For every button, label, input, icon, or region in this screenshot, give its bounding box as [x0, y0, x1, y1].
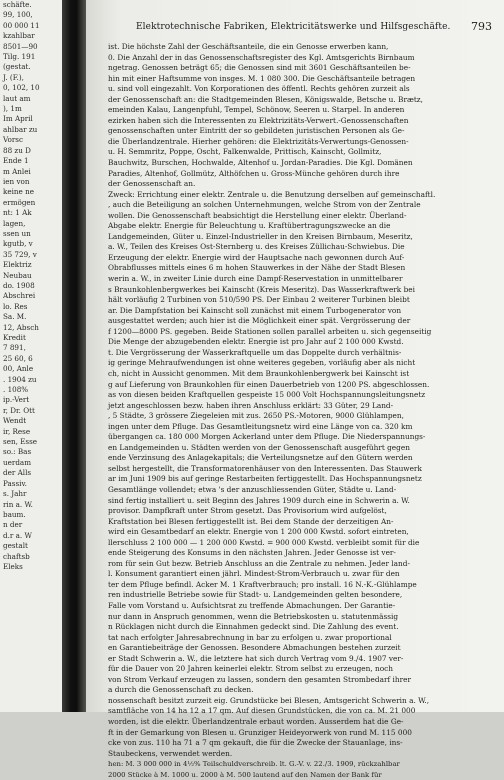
text-line: Obrabflusses mittels eines 6 m hohen Stauwerkes in der Nähe der Stadt Blesen [108, 263, 406, 273]
left-page-fragment [0, 0, 62, 712]
left-page-line: Tilg. 191 [3, 52, 36, 62]
left-page-line: Sa. M. [3, 312, 27, 322]
left-page-line: ir, Rese [3, 426, 31, 436]
text-line: Erzeugung der elektr. Energie wird der Hauptsache nach gewonnen durch Auf- [108, 252, 405, 262]
body-text [108, 42, 492, 780]
left-page-line: n der [3, 520, 23, 530]
left-page-line: nt: 1 Ak [3, 208, 32, 218]
text-line: wollen. Die Genossenschaft beabsichtigt die Herstellung einer elektr. Überland- [108, 210, 407, 220]
left-page-line: d.r a. W [3, 530, 32, 540]
left-page-line: Passiv. [3, 478, 27, 488]
text-line: a durch die Genossenschaft zu decken. [108, 685, 254, 695]
left-page-line: Im April [3, 114, 33, 124]
text-line: t. Die Vergrösserung der Wasserkraftquelle um das Doppelte durch verhältnis- [108, 347, 402, 357]
left-page-line: lagen, [3, 218, 26, 228]
text-line: , 5 Städte, 3 grössere Ziegeleien mit zus. 2650 PS.-Motoren, 9000 Glühlampen, [108, 411, 404, 421]
text-line: er Stadt Schwerin a. W., die letztere hat sich durch Vertrag vom 9./4. 1907 ver- [108, 653, 404, 663]
text-line: n Rücklagen nicht durch die Einnahmen gedeckt sind. Die Zahlung des event. [108, 622, 399, 632]
text-line: ende Steigerung des Konsums in den nächsten Jahren. Jeder Genosse ist ver- [108, 548, 396, 558]
left-page-line: 99, 100, [3, 10, 33, 20]
text-line: ezirken haben sich die Interessenten zu Elektrizitäts-Verwert.-Genossenschaften [108, 115, 409, 125]
left-page-line: so.: Bas [3, 447, 32, 457]
text-line: ter dem Pfluge befindl. Acker M. 1 Kraftverbrauch; pro install. 16 N.-K.-Glühlampe [108, 579, 417, 589]
text-line: samtfläche von 14 ha 12 a 17 qm. Auf diesen Grundstücken, die von ca. M. 21 000 [108, 706, 416, 716]
left-page-line: kgutb, v [3, 239, 33, 249]
text-line: llerschluss 2 100 000 — 1 200 000 Kwstd. = 900 000 Kwstd. verbleibt somit für die [108, 537, 420, 547]
text-line: Staubeckens, verwendet werden. [108, 748, 233, 758]
left-page-line: Elektriz [3, 260, 32, 270]
left-page-line: do. 1908 [3, 280, 35, 290]
text-line: cke von zus. 110 ha 71 a 7 qm gekauft, die für die Zwecke der Stauanlage, ins- [108, 738, 403, 748]
text-line: hen: M. 3 000 000 in 4½% Teilschuldverschreib. lt. G.-V. v. 22./3. 1909, rückzahlbar [108, 760, 400, 769]
text-line: Kraftstation bei Blesen fertiggestellt ist. Bei dem Stande der derzeitigen An- [108, 516, 394, 526]
text-line: ch, nicht in Aussicht genommen. Mit dem Braunkohlenbergwerk bei Kainscht ist [108, 368, 410, 378]
left-page-line: s. Jahr [3, 489, 27, 499]
left-page-line: 00 000 11 [3, 20, 40, 30]
left-page-line: Neubau [3, 270, 32, 280]
text-line: werin a. W., in zweiter Linie durch eine Dampf-Reservestation in unmittelbarer [108, 274, 403, 284]
left-page-line: sen, Esse [3, 437, 38, 447]
left-page-line: ssen un [3, 228, 31, 238]
text-line: a. W., Teilen des Kreises Ost-Sternberg u. des Kreises Züllichau-Schwiebus. Die [108, 242, 405, 252]
page-number: 793 [471, 20, 492, 33]
text-line: hin mit einer Haftsumme von insges. M. 1 080 300. Die Geschäftsanteile betragen [108, 73, 416, 83]
left-page-line: 0, 102, 10 [3, 83, 40, 93]
text-line: selbst hergestellt, die Transformatorenhäuser von den Interessenten. Das Stauwerk [108, 463, 422, 473]
left-page-line: 00, Anle [3, 364, 34, 374]
text-line: der Genossenschaft an. [108, 179, 196, 189]
text-line: hält vorläufig 2 Turbinen von 510/590 PS. Der Einbau 2 weiterer Turbinen bleibt [108, 295, 410, 305]
text-line: ngetrag. Genossen beträgt 65; die Genossen sind mit 3601 Geschäftsanteilen be- [108, 63, 411, 73]
text-line: Landgemeinden, Güter u. Einzel-Industrieller in den Kreisen Birnbaum, Meseritz, [108, 231, 413, 241]
left-page-line: rin a. W. [3, 499, 33, 509]
left-page-line: ahlbar zu [3, 124, 38, 134]
text-line: übergangen ca. 180 000 Morgen Ackerland unter dem Pfluge. Die Niederspannungs- [108, 432, 426, 442]
left-page-line: uerdam [3, 457, 32, 467]
left-page-line: ien von [3, 176, 30, 186]
left-page-line: Ende 1 [3, 156, 29, 166]
text-line: provisor. Dampfkraft unter Strom gesetzt. Das Provisorium wird aufgelöst, [108, 506, 387, 516]
text-line: Bauchwitz, Burschen, Hochwalde, Altenhof u. Jordan-Paradies. Die Kgl. Domänen [108, 158, 413, 168]
left-page-line: 8501—90 [3, 41, 38, 51]
book-gutter [62, 0, 86, 712]
left-page-line: Kredit [3, 333, 26, 342]
left-page-line: der Alls [3, 468, 32, 478]
text-line: tat nach erfolgter Jahresabrechnung in bar zu erfolgen u. zwar proportional [108, 632, 392, 642]
text-line: Paradies, Altenhof, Gollmütz, Althöfchen u. Gross-Münche gehören durch ihre [108, 168, 400, 178]
left-page-line: . 1904 zu [3, 374, 37, 384]
text-line: emeinden Kalau, Langenpfuhl, Tempel, Schönow, Seeren u. Starpel. In anderen [108, 105, 405, 115]
text-line: wird ein Gesamtbedarf an elektr. Energie von 1 200 000 Kwstd. sofort eintreten, [108, 527, 409, 537]
left-page-line: baum. [3, 509, 26, 519]
left-page-line: gestalt [3, 541, 28, 551]
left-page-line: lo. Res [3, 301, 28, 311]
text-line: en Garantiebeiträge der Genossen. Besondere Abmachungen bestehen zurzeit [108, 643, 401, 653]
left-page-line: r, Dr. Ott [3, 405, 35, 415]
left-page-line: ermögen [3, 197, 36, 207]
left-page-line: Abschrei [3, 291, 36, 301]
text-line: l. Konsument garantiert einen jährl. Mindest-Strom-Verbrauch u. zwar für den [108, 569, 400, 579]
text-line: g auf Lieferung von Braunkohlen für einen Dauerbetrieb von 1200 PS. abgeschlossen. [108, 379, 430, 389]
text-line: as von diesen beiden Kraftquellen gespeiste 15 000 Volt Hochspannungsleitungsnetz [108, 390, 426, 400]
left-page-line: schäfte. [3, 0, 32, 9]
text-line: s Braunkohlenbergwerkes bei Kainscht (Kreis Meseritz). Das Wasserkraftwerk bei [108, 284, 415, 294]
left-page-line: J. (F.), [3, 72, 24, 82]
left-page-line: keine ne [3, 187, 34, 197]
left-page-line: Wendt [3, 416, 27, 426]
running-header [136, 20, 492, 34]
text-line: nossenschaft besitzt zurzeit eig. Grundstücke bei Blesen, Amtsgericht Schwerin a. W., [108, 695, 430, 705]
text-line: genossenschaften unter Eintritt der so gebildeten juristischen Personen als Ge- [108, 126, 405, 136]
text-line: rom für sein Gut bezw. Betrieb Anschluss an die Zentrale zu nehmen. Jeder land- [108, 558, 410, 568]
text-line: ingen unter dem Pfluge. Das Gesamtleitungsnetz wird eine Länge von ca. 320 km [108, 421, 413, 431]
left-page-line: Eleks [3, 561, 23, 571]
left-page-line: kzahlbar [3, 31, 35, 41]
left-page-line: chaftsb [3, 551, 30, 561]
text-line: Die Menge der abzugebenden elektr. Energie ist pro Jahr auf 2 100 000 Kwstd. [108, 337, 404, 347]
left-page-line: 35 729, v [3, 249, 37, 259]
left-page-line: (gestat. [3, 62, 31, 72]
text-line: ausgestattet werden; auch hier ist die Möglichkeit einer spät. Vergrösserung der [108, 316, 411, 326]
text-line: sind fertig installiert u. seit Beginn des Jahres 1909 durch eine in Schwerin a. W. [108, 495, 410, 505]
text-line: der Genossenschaft an: die Stadtgemeinden Blesen, Königswalde, Betsche u. Brætz, [108, 94, 424, 104]
text-line: für die Dauer von 20 Jahren keinerlei elektr. Strom selbst zu erzeugen, noch [108, 664, 394, 674]
text-line: f 1200—8000 PS. gegeben. Beide Stationen sollen parallel arbeiten u. sich gegenseitig [108, 326, 432, 336]
left-page-line: m Anlei [3, 166, 31, 176]
text-line: 0. Die Anzahl der in das Genossenschaftsregister des Kgl. Amtsgerichts Birnbaum [108, 52, 415, 62]
text-line: die Überlandzentrale. Hierher gehören: die Elektrizitäts-Verwertungs-Genossen- [108, 136, 409, 146]
text-line: jetzt angeschlossen bezw. haben ihren Anschluss erklärt: 33 Güter, 29 Land- [108, 400, 394, 410]
right-page [86, 0, 504, 779]
text-line: , auch die Beteiligung an solchen Unternehmungen, welche Strom von der Zentrale [108, 200, 421, 210]
text-line: nur dann in Anspruch genommen, wenn die Betriebskosten u. statutenmässig [108, 611, 399, 621]
text-line: u. sind voll eingezahlt. Von Korporationen des öffentl. Rechts gehören zurzeit als [108, 84, 410, 94]
text-line: ren industrielle Betriebe sowie für Stadt- u. Landgemeinden gelten besondere, [108, 590, 403, 600]
text-line: Abgabe elektr. Energie für Beleuchtung u. Kraftübertragungszwecke an die [108, 221, 391, 231]
text-line: en Landgemeinden u. Städten werden von der Genossenschaft ausgeführt gegen [108, 442, 410, 452]
left-page-line: laut am [3, 93, 31, 103]
left-page-line: . 108% [3, 385, 29, 395]
text-line: u. H. Semmritz, Poppe, Oscht, Falkenwalde, Prittisch, Kainscht, Gollmitz, [108, 147, 382, 157]
text-line: Gesamtlänge vollendet; etwa 's der anzuschliessenden Güter, Städte u. Land- [108, 484, 397, 494]
text-line: Zweck: Errichtung einer elektr. Zentrale u. die Benutzung derselben auf gemeinschaftl. [108, 189, 436, 199]
left-page-line: 25 60, 6 [3, 353, 33, 363]
left-page-line: Vorsc [3, 135, 24, 145]
text-line: worden, ist die elektr. Überlandzentrale erbaut worden. Ausserdem hat die Ge- [108, 717, 404, 726]
text-line: ar im Juni 1909 bis auf geringe Restarbeiten fertiggestellt. Das Hochspannungsnetz [108, 474, 422, 484]
running-title: Elektrotechnische Fabriken, Elektricitätswerke und Hilfsgeschäfte. [136, 22, 451, 32]
text-line: ar. Die Dampfstation bei Kainscht soll zunächst mit einem Turbogenerator von [108, 305, 402, 315]
text-line: ft in der Gemarkung von Blesen u. Grunziger Heideyorwerk von rund M. 115 000 [108, 727, 412, 737]
text-line: ig geringe Mehraufwendungen ist ohne weiteres gegeben, vorläufig aber als nicht [108, 358, 416, 368]
text-line: von Strom Verkauf erzeugen zu lassen, sondern den gesamten Strombedarf ihrer [108, 674, 411, 684]
left-page-line: ip.-Vert [3, 395, 30, 405]
text-line: ist. Die höchste Zahl der Geschäftsanteile, die ein Genosse erwerben kann, [108, 42, 389, 51]
text-line: ende Verzinsung des Anlagekapitals; die Verteilungsnetze auf den Gütern werden [108, 453, 413, 463]
left-page-line: 12, Absch [3, 322, 39, 332]
text-line: 2000 Stücke à M. 1000 u. 2000 à M. 500 lautend auf den Namen der Bank für [108, 770, 382, 779]
left-page-line: 7 891, [3, 343, 26, 353]
text-line: Falle vom Vorstand u. Aufsichtsrat zu treffende Abmachungen. Der Garantie- [108, 600, 396, 610]
left-page-line: 88 zu D [3, 145, 31, 155]
left-page-line: ), 1m [3, 104, 22, 114]
